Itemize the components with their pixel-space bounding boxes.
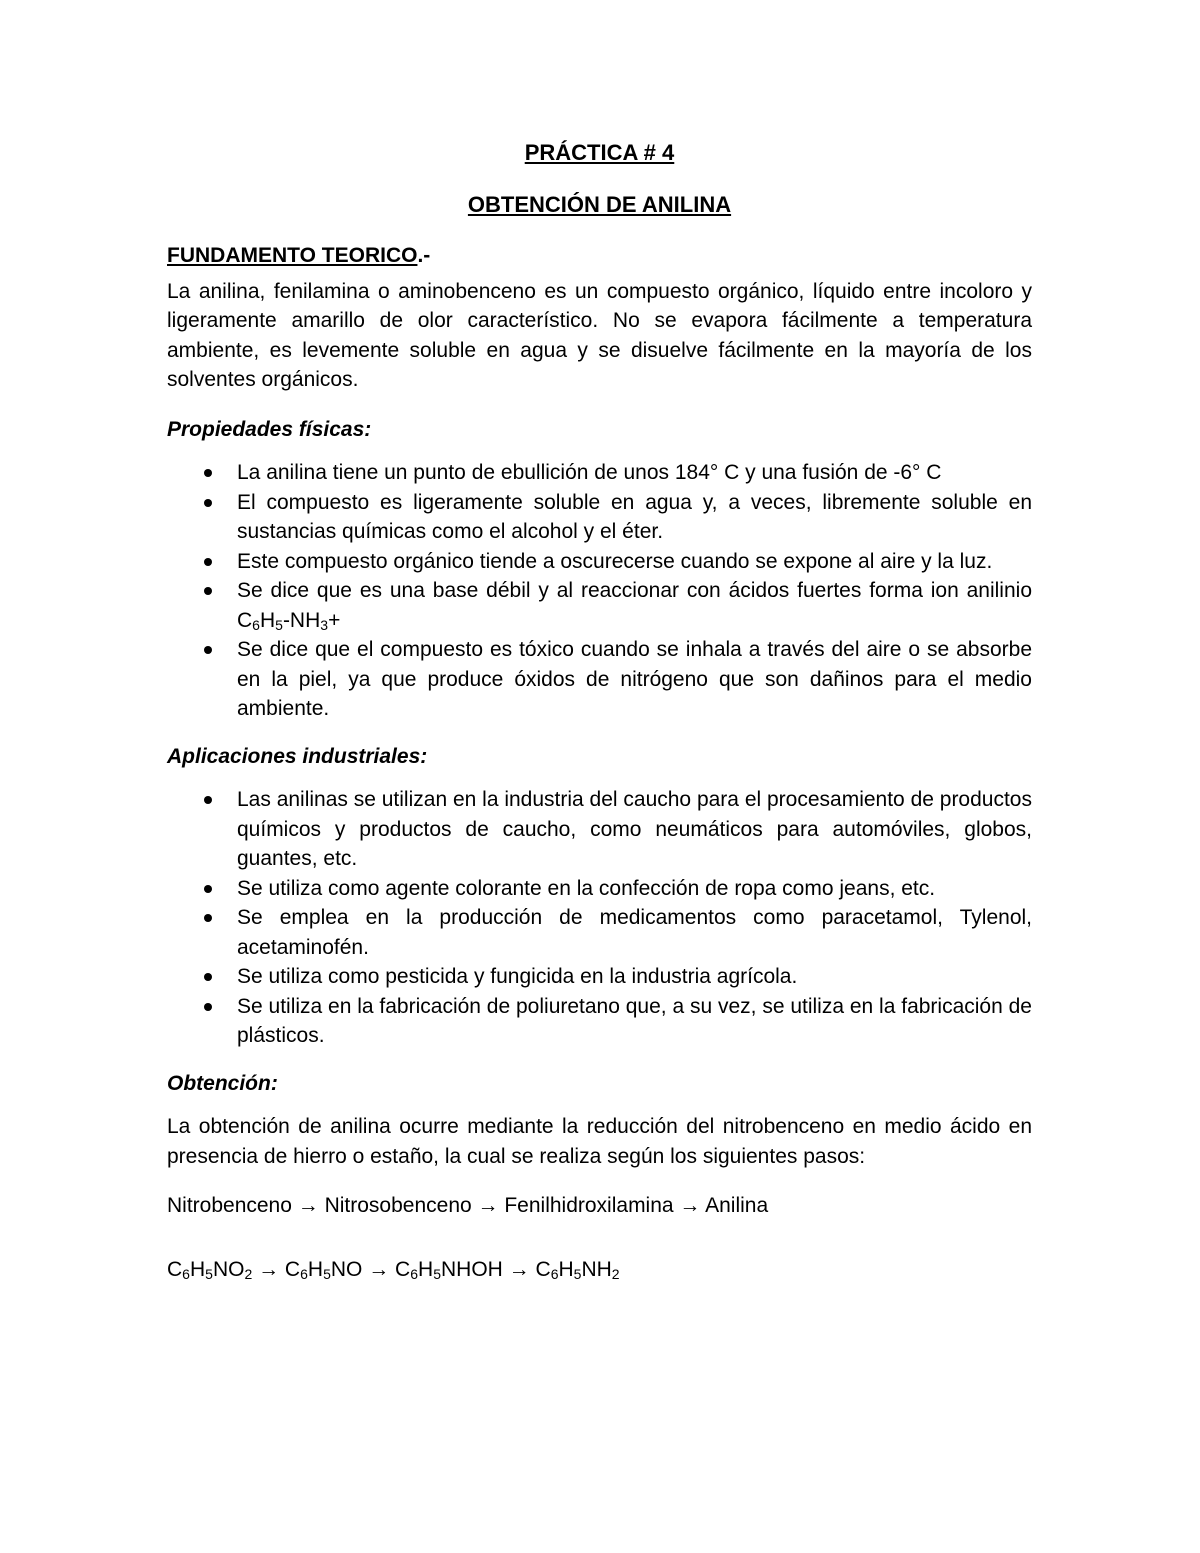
aplicaciones-heading: Aplicaciones industriales: <box>167 744 428 768</box>
bullet-icon <box>204 587 212 595</box>
list-item: Se dice que es una base débil y al reaccionar con ácidos fuertes forma ion anilinio $C_6H_5-NH_3+$ <box>167 576 1032 635</box>
fundamento-label-suffix: .- <box>417 244 431 267</box>
list-item: Se utiliza como agente colorante en la confección de ropa como jeans, etc. <box>167 874 1032 904</box>
bullet-icon <box>204 796 212 804</box>
list-item: Este compuesto orgánico tiende a oscurecerse cuando se expone al aire y la luz. <box>167 547 1032 577</box>
list-item: La anilina tiene un punto de ebullición de unos 184° C y una fusión de -6° C <box>167 458 1032 488</box>
bullet-icon <box>204 499 212 507</box>
formula-nitrobenceno: $C_6H_5NO_2$ <box>167 1257 253 1282</box>
list-item: Se utiliza en la fabricación de poliuretano que, a su vez, se utiliza en la fabricación de plásticos. <box>167 992 1032 1051</box>
bullet-icon <box>204 914 212 922</box>
formula-fenilhidroxilamina: $C_6H_5NHOH$ <box>395 1257 503 1282</box>
obtencion-heading: Obtención: <box>167 1071 278 1095</box>
arrow-icon: → <box>258 1257 280 1281</box>
fundamento-label: FUNDAMENTO TEORICO <box>167 244 418 267</box>
document-page <box>167 138 1032 1284</box>
reaction-names-sequence: Nitrobenceno → Nitrosobenceno → Fenilhidroxilamina → Anilina <box>167 1194 769 1217</box>
list-item: Se dice que el compuesto es tóxico cuando se inhala a través del aire o se absorbe en la piel, ya que produce óxidos de nitrógeno que son dañinos para el medio ambiente. <box>167 635 1032 724</box>
fundamento-paragraph: La anilina, fenilamina o aminobenceno es un compuesto orgánico, líquido entre incoloro y ligeramente amarillo de olor característico. No se evapora fácilmente a temperatura ambiente, es levemente soluble en agua y se disuelve fácilmente en la mayoría de los solventes orgánicos. <box>167 279 1032 391</box>
formula-anilina: $C_6H_5NH_2$ <box>535 1257 620 1282</box>
list-item: Se emplea en la producción de medicamentos como paracetamol, Tylenol, acetaminofén. <box>167 903 1032 962</box>
list-item: El compuesto es ligeramente soluble en agua y, a veces, libremente soluble en sustancias químicas como el alcohol y el éter. <box>167 488 1032 547</box>
arrow-icon: → <box>508 1257 530 1281</box>
bullet-icon <box>204 558 212 566</box>
reaction-formula-sequence <box>167 1255 1032 1285</box>
document-subtitle: OBTENCIÓN DE ANILINA <box>467 191 732 217</box>
bullet-icon <box>204 1003 212 1011</box>
list-item: Se utiliza como pesticida y fungicida en la industria agrícola. <box>167 962 1032 992</box>
obtencion-paragraph: La obtención de anilina ocurre mediante la reducción del nitrobenceno en medio ácido en presencia de hierro o estaño, la cual se realiza según los siguientes pasos: <box>167 1115 1032 1168</box>
fundamento-heading <box>167 241 1032 271</box>
aplicaciones-list <box>167 785 1032 1051</box>
propiedades-heading: Propiedades físicas: <box>167 417 372 441</box>
arrow-icon: → <box>368 1257 390 1281</box>
bullet-icon <box>204 885 212 893</box>
propiedades-list <box>167 458 1032 724</box>
list-item: Las anilinas se utilizan en la industria del caucho para el procesamiento de productos químicos y productos de caucho, como neumáticos para automóviles, globos, guantes, etc. <box>167 785 1032 874</box>
bullet-icon <box>204 646 212 654</box>
formula-nitrosobenceno: $C_6H_5NO$ <box>284 1257 363 1282</box>
bullet-icon <box>204 973 212 981</box>
anilinio-formula: $C_6H_5-NH_3+$ <box>237 608 341 633</box>
document-title: PRÁCTICA # 4 <box>524 140 675 165</box>
bullet-icon <box>204 469 212 477</box>
